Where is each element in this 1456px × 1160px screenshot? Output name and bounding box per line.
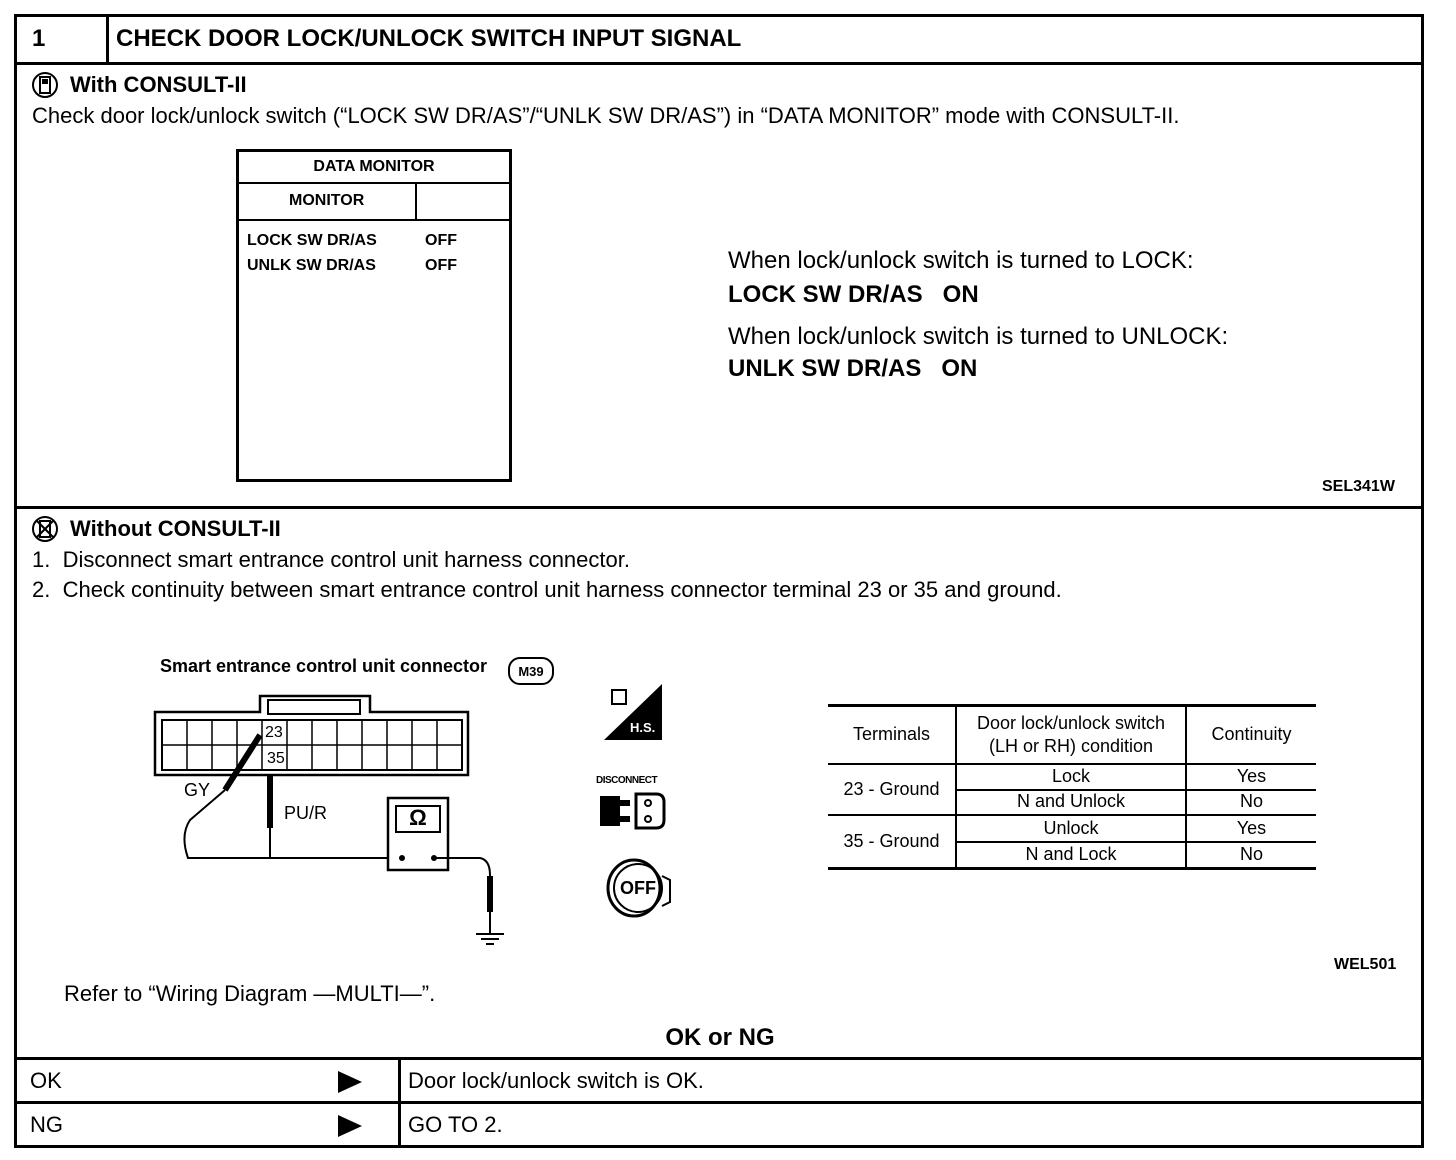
table-header: Door lock/unlock switch (LH or RH) condition bbox=[976, 712, 1166, 756]
divider bbox=[14, 1101, 1424, 1104]
step-item: 1. Disconnect smart entrance control unit harness connector. bbox=[32, 547, 630, 572]
connector-id-badge: M39 bbox=[508, 657, 554, 685]
table-cell-condition: N and Lock bbox=[1025, 843, 1117, 864]
wire-color-label: PU/R bbox=[284, 803, 328, 823]
result-action: Door lock/unlock switch is OK. bbox=[408, 1068, 704, 1093]
result-status: OK bbox=[30, 1068, 62, 1093]
monitor-item: LOCK SW DR/AS bbox=[247, 232, 377, 249]
step-title: CHECK DOOR LOCK/UNLOCK SWITCH INPUT SIGNAL bbox=[116, 25, 742, 52]
divider bbox=[828, 867, 1316, 870]
connector-label: Smart entrance control unit connector bbox=[160, 656, 488, 676]
with-consult-instruction: Check door lock/unlock switch (“LOCK SW DR/AS”/“UNLK SW DR/AS”) in “DATA MONITOR” mode with CONSULT-II. bbox=[32, 103, 1180, 128]
result-action: GO TO 2. bbox=[408, 1112, 503, 1137]
table-header: Continuity bbox=[1211, 724, 1292, 745]
ignition-off-icon bbox=[604, 858, 674, 918]
consult-icon bbox=[30, 70, 60, 105]
table-header: Terminals bbox=[852, 724, 931, 745]
divider bbox=[415, 182, 417, 220]
monitor-value: OFF bbox=[425, 232, 457, 249]
condition-result: LOCK SW DR/AS ON bbox=[728, 281, 979, 308]
condition-text: When lock/unlock switch is turned to UNLOCK: bbox=[728, 323, 1229, 350]
divider bbox=[14, 506, 1424, 509]
terminal-label: 23 bbox=[265, 724, 283, 741]
divider bbox=[398, 1057, 401, 1148]
divider bbox=[14, 1057, 1424, 1060]
disconnect-icon bbox=[598, 788, 668, 834]
data-monitor-screen bbox=[236, 149, 512, 482]
table-cell-continuity: Yes bbox=[1236, 766, 1267, 787]
divider bbox=[239, 219, 509, 221]
arrow-right-icon bbox=[338, 1115, 362, 1137]
without-consult-heading: Without CONSULT-II bbox=[70, 516, 281, 541]
hs-label: H.S. bbox=[630, 720, 656, 735]
figure-code: WEL501 bbox=[1334, 956, 1397, 973]
table-cell-terminals: 23 - Ground bbox=[843, 778, 940, 799]
table-cell-condition: Unlock bbox=[1043, 817, 1099, 838]
ohmmeter-symbol: Ω bbox=[409, 805, 427, 830]
continuity-table bbox=[828, 704, 1316, 870]
monitor-value: OFF bbox=[425, 257, 457, 274]
figure-code: SEL341W bbox=[1322, 478, 1395, 495]
harness-side-icon bbox=[604, 684, 662, 740]
divider bbox=[239, 182, 509, 184]
ok-ng-question: OK or NG bbox=[665, 1024, 775, 1051]
table-cell-condition: Lock bbox=[1051, 766, 1091, 787]
divider bbox=[14, 62, 1424, 65]
no-consult-icon bbox=[30, 514, 60, 549]
table-cell-terminals: 35 - Ground bbox=[843, 830, 940, 851]
monitor-column-header: MONITOR bbox=[289, 192, 365, 209]
table-cell-continuity: No bbox=[1239, 843, 1263, 864]
table-cell-condition: N and Unlock bbox=[1016, 791, 1126, 812]
terminal-label: 35 bbox=[267, 750, 285, 767]
result-status: NG bbox=[30, 1112, 63, 1137]
off-label: OFF bbox=[620, 878, 656, 898]
wire-color-label: GY bbox=[184, 780, 211, 800]
monitor-item: UNLK SW DR/AS bbox=[247, 257, 376, 274]
table-cell-continuity: Yes bbox=[1236, 817, 1267, 838]
condition-text: When lock/unlock switch is turned to LOCK: bbox=[728, 247, 1194, 274]
connector-diagram bbox=[150, 690, 510, 950]
arrow-right-icon bbox=[338, 1071, 362, 1093]
step-number: 1 bbox=[32, 25, 46, 52]
divider bbox=[106, 14, 109, 64]
data-monitor-title: DATA MONITOR bbox=[313, 158, 435, 175]
condition-result: UNLK SW DR/AS ON bbox=[728, 355, 978, 382]
table-cell-continuity: No bbox=[1239, 791, 1263, 812]
with-consult-heading: With CONSULT-II bbox=[70, 72, 247, 97]
step-item: 2. Check continuity between smart entrance control unit harness connector terminal 23 or 35 and ground. bbox=[32, 577, 1062, 602]
disconnect-label: DISCONNECT bbox=[596, 775, 658, 786]
wiring-reference: Refer to “Wiring Diagram —MULTI—”. bbox=[64, 981, 436, 1006]
